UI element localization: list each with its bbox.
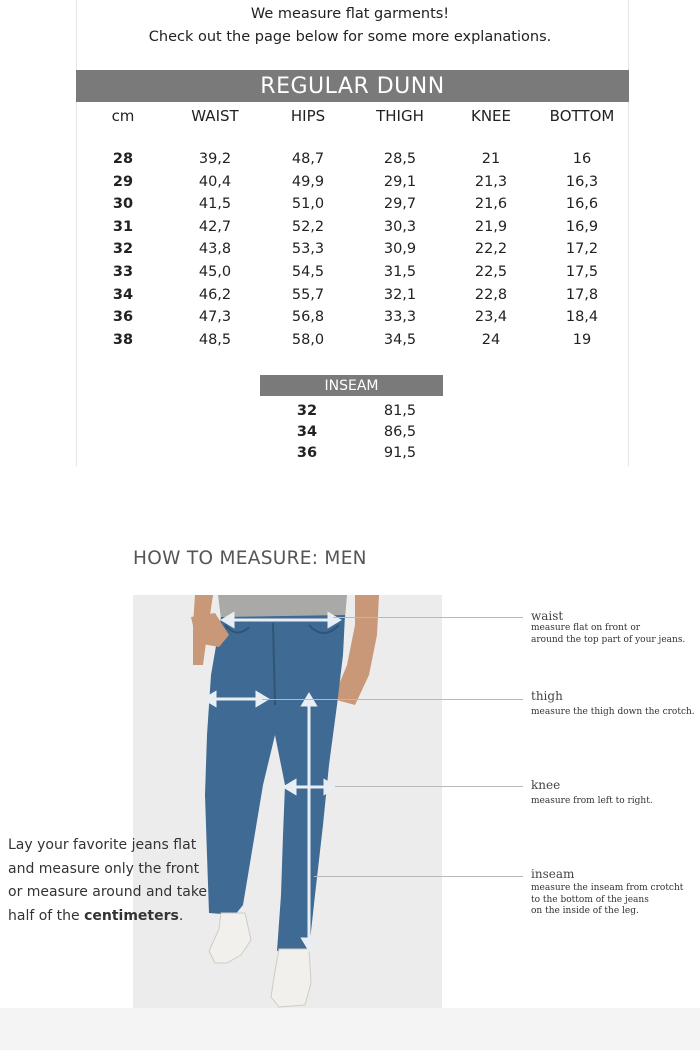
cell-knee: 21,3	[474, 173, 508, 190]
header-knee: KNEE	[470, 107, 511, 125]
knee-arrowhead-right	[325, 781, 335, 793]
waist-leader-line	[333, 617, 523, 618]
cell-waist: 42,7	[198, 218, 232, 235]
annotation-waist	[531, 609, 685, 646]
size-label: 38	[112, 331, 134, 348]
size-label: 36	[112, 309, 134, 326]
inseam-leader-line	[314, 876, 523, 877]
annotation-inseam-desc-1: measure the inseam from crotcht	[531, 883, 684, 893]
size-label: 29	[112, 173, 134, 190]
cell-bottom: 17,8	[565, 286, 599, 303]
annotation-thigh	[531, 689, 695, 719]
cell-waist: 47,3	[198, 309, 232, 326]
cell-knee: 22,5	[474, 264, 508, 280]
cell-bottom: 16	[572, 151, 592, 167]
instructions-line-4-prefix: half of the	[8, 907, 85, 924]
cell-thigh: 30,3	[383, 218, 417, 235]
cell-thigh: 31,5	[383, 264, 417, 280]
instructions-line-4-bold: centimeters	[84, 907, 179, 924]
how-to-measure-title: HOW TO MEASURE: MEN	[133, 548, 367, 569]
annotation-waist-desc-1: measure flat on front or	[531, 623, 641, 633]
annotation-inseam-title: inseam	[531, 867, 575, 881]
cell-waist: 45,0	[198, 264, 232, 280]
annotation-inseam-desc-2: to the bottom of the jeans	[531, 894, 649, 905]
size-label: 34	[112, 286, 134, 303]
annotation-inseam	[531, 867, 683, 918]
cell-bottom: 17,5	[565, 264, 599, 280]
annotation-thigh-title: thigh	[531, 689, 563, 703]
annotation-thigh-desc: measure the thigh down the crotch.	[531, 707, 695, 717]
instructions-line-2: and measure only the front	[8, 860, 200, 877]
jeans-model-photo	[133, 595, 442, 1008]
intro-line-1: We measure flat garments!	[250, 6, 450, 22]
cell-thigh: 30,9	[383, 241, 417, 258]
inseam-value-32: 81,5	[383, 403, 417, 419]
cell-thigh: 34,5	[383, 331, 417, 348]
thigh-leader-line	[262, 699, 523, 700]
cell-hips: 51,0	[291, 196, 325, 213]
measuring-instructions	[8, 834, 248, 928]
cell-bottom: 17,2	[565, 241, 599, 258]
cell-waist: 46,2	[198, 286, 232, 303]
cell-hips: 54,5	[291, 264, 325, 280]
cell-bottom: 16,6	[565, 196, 599, 213]
thigh-arrowhead-left	[205, 693, 215, 705]
annotation-knee-desc: measure from left to right.	[531, 796, 653, 806]
cell-thigh: 29,1	[383, 173, 417, 190]
size-chart-title: REGULAR DUNN	[76, 70, 629, 102]
cell-knee: 21	[481, 151, 501, 167]
instructions-line-1: Lay your favorite jeans flat	[8, 837, 197, 853]
header-thigh: THIGH	[376, 107, 424, 125]
header-cm: cm	[111, 107, 135, 125]
cell-knee: 24	[481, 331, 501, 348]
bottom-strip	[0, 1008, 700, 1050]
annotation-waist-desc-2: around the top part of your jeans.	[531, 634, 686, 645]
right-shoe	[271, 949, 311, 1007]
instructions-line-3: or measure around and take	[8, 884, 208, 900]
cell-bottom: 16,3	[565, 173, 599, 190]
size-label: 30	[112, 196, 134, 213]
annotation-knee-title: knee	[531, 778, 561, 792]
size-label: 28	[112, 151, 134, 167]
cell-waist: 39,2	[198, 151, 232, 167]
cell-bottom: 16,9	[565, 218, 599, 235]
jeans-illustration	[133, 595, 442, 1008]
instructions-line-4-suffix: .	[178, 907, 184, 924]
annotation-inseam-desc-3: on the inside of the leg.	[531, 906, 639, 916]
intro-line-2: Check out the page below for some more explanations.	[148, 29, 552, 45]
cell-hips: 49,9	[291, 173, 325, 190]
cell-knee: 21,6	[474, 196, 508, 213]
cell-hips: 58,0	[291, 331, 325, 348]
cell-hips: 56,8	[291, 309, 325, 326]
size-label: 31	[112, 218, 134, 235]
cell-knee: 22,2	[474, 241, 508, 258]
inseam-title: INSEAM	[260, 375, 443, 396]
cell-waist: 41,5	[198, 196, 232, 213]
annotation-waist-title: waist	[531, 609, 564, 623]
cell-thigh: 28,5	[383, 151, 417, 167]
size-label: 33	[112, 264, 134, 280]
cell-knee: 23,4	[474, 309, 508, 326]
inseam-value-36: 91,5	[383, 445, 417, 461]
cell-knee: 21,9	[474, 218, 508, 235]
cell-hips: 55,7	[291, 286, 325, 303]
inseam-length-36: 36	[296, 445, 318, 461]
header-hips: HIPS	[290, 107, 326, 125]
inseam-value-34: 86,5	[383, 424, 417, 440]
cell-waist: 48,5	[198, 331, 232, 348]
cell-thigh: 32,1	[383, 286, 417, 303]
cell-thigh: 33,3	[383, 309, 417, 326]
cell-bottom: 18,4	[565, 309, 599, 326]
inseam-length-32: 32	[296, 403, 318, 419]
cell-thigh: 29,7	[383, 196, 417, 213]
inseam-length-34: 34	[296, 424, 318, 440]
cell-waist: 40,4	[198, 173, 232, 190]
cell-hips: 48,7	[291, 151, 325, 167]
cell-hips: 52,2	[291, 218, 325, 235]
cell-knee: 22,8	[474, 286, 508, 303]
size-label: 32	[112, 241, 134, 258]
instructions-line-4	[8, 905, 248, 929]
knee-leader-line	[335, 786, 523, 787]
annotation-knee	[531, 778, 653, 808]
cell-waist: 43,8	[198, 241, 232, 258]
cell-bottom: 19	[572, 331, 592, 348]
header-waist: WAIST	[191, 107, 239, 125]
cell-hips: 53,3	[291, 241, 325, 258]
header-bottom: BOTTOM	[549, 107, 615, 125]
